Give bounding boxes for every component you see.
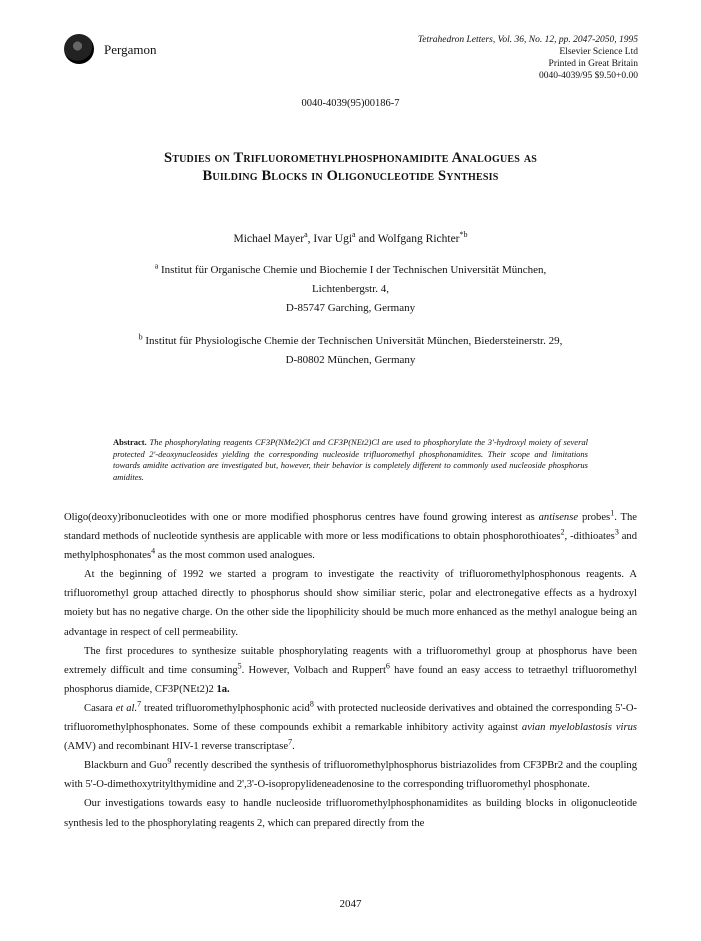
p1-text: probes xyxy=(578,512,611,523)
publisher-name: Pergamon xyxy=(104,42,157,57)
affiliation-b xyxy=(60,332,641,370)
page-number: 2047 xyxy=(339,898,362,910)
p5-text: recently described the synthesis of trifluoromethylphosphorus bistriazolides from CF3PBr2 and the coupling with 5'-O-dimethoxytritylthymidine and 2',3'-O-isopropylideneadenosine to the corresponding trifluoromethyl phosphonate. xyxy=(64,760,637,791)
printed-line: Printed in Great Britain xyxy=(548,59,638,69)
ref-marker: 5 xyxy=(237,661,242,671)
publisher-logo xyxy=(64,34,94,64)
p4-italic: et al. xyxy=(115,702,138,714)
p5-text: Blackburn and Guo xyxy=(84,760,168,772)
affiliation-b-line-2: D-80802 München, Germany xyxy=(285,354,416,366)
p4-text: with protected nucleoside derivatives and obtained the corresponding 5'-O-trifluoromethylphosphonates. Some of these compounds exhibit a remarkable inhibitory activity against xyxy=(64,702,637,734)
ref-marker: 6 xyxy=(385,661,390,671)
abstract xyxy=(113,437,588,483)
abstract-text: The phosphorylating reagents CF3P(NMe2)Cl and CF3P(NEt2)Cl are used to phosphorylate the 3'-hydroxyl moiety of several protected 2'-deoxynucleosides yielding the corresponding nucleoside trifluoromethyl phosphonamidites. Their scope and limitations towards amidite activation are investigated but, however, their behavior is completely different to commonly used nucleoside phosphorus amidites. xyxy=(113,437,588,482)
paragraph-1 xyxy=(64,508,637,565)
journal-info xyxy=(418,34,638,82)
p4-text: treated trifluoromethylphosphonic acid xyxy=(141,702,310,714)
affiliation-b-line-1 xyxy=(60,332,641,351)
body-text xyxy=(64,508,637,833)
p1-text: Oligo(deoxy)ribonucleotides with one or more modified phosphorus centres have found growing interest as xyxy=(64,512,539,523)
author-2-affil: a xyxy=(352,230,356,240)
paragraph-3 xyxy=(64,642,637,699)
journal-line: Tetrahedron Letters, Vol. 36, No. 12, pp. 2047-2050, 1995 xyxy=(417,35,638,45)
p4-italic: avian myeloblastosis virus xyxy=(521,722,638,734)
affiliation-a-line-3: D-85747 Garching, Germany xyxy=(285,302,416,314)
p1-text: . The standard methods of nucleotide synthesis are applicable with more or less modifications to obtain phosphorothioates xyxy=(64,512,637,543)
p4-text: Casara xyxy=(84,702,116,714)
p1-text: as the most common used analogues. xyxy=(155,550,315,562)
paragraph-6: Our investigations towards easy to handle nucleoside trifluoromethylphosphonamidites as building blocks in oligonucleotide synthesis led to the phosphorylating reagents 2, which can prepared directly from the xyxy=(64,798,637,829)
affiliation-a-text: Institut für Organische Chemie und Biochemie I der Technischen Universität München, xyxy=(158,264,547,276)
ref-marker: 4 xyxy=(151,546,156,556)
p1-italic: antisense xyxy=(538,512,579,523)
title-line-2: Building Blocks in Oligonucleotide Synthesis xyxy=(202,168,499,184)
affiliation-a xyxy=(60,261,641,318)
copyright-line: Elsevier Science Ltd xyxy=(559,47,638,57)
paragraph-5 xyxy=(64,756,637,794)
paragraph-2: At the beginning of 1992 we started a program to investigate the reactivity of trifluoromethylphosphonous reagents. A trifluoromethyl group attached directly to phosphorus should show similiar steric, polar and electronegative effects as a hydroxyl moiety but has no negative charge. On the other side the lipophilicity should be much more enhanced as the methyl analogue being an advantage in respect of cell permeability. xyxy=(64,569,637,638)
paper-title xyxy=(60,149,641,185)
p3-text: . However, Volbach and Ruppert xyxy=(241,664,386,676)
title-line-1: Studies on Trifluoromethylphosphonamidite Analogues as xyxy=(163,150,538,166)
author-3-affil: *b xyxy=(459,230,468,240)
author-3: and Wolfgang Richter xyxy=(355,233,460,245)
ref-marker: 9 xyxy=(167,756,172,766)
price-code: 0040-4039/95 $9.50+0.00 xyxy=(538,71,638,81)
author-2: , Ivar Ugi xyxy=(307,233,353,245)
p4-text: . xyxy=(292,741,295,753)
p3-text: have found an easy access to tetraethyl trifluoromethyl phosphorus diamide, CF3P(NEt2)2 xyxy=(64,664,637,695)
affiliation-a-marker: a xyxy=(154,261,159,271)
author-1-affil: a xyxy=(304,230,308,240)
ref-marker: 2 xyxy=(560,527,565,537)
p4-text: (AMV) and recombinant HIV-1 reverse transcriptase xyxy=(64,741,289,753)
abstract-label: Abstract. xyxy=(113,437,147,447)
ref-marker: 7 xyxy=(288,737,293,747)
paragraph-4 xyxy=(64,699,637,756)
affiliation-a-line-1 xyxy=(60,261,641,280)
ref-marker: 8 xyxy=(309,699,314,709)
doi: 0040-4039(95)00186-7 xyxy=(301,98,400,109)
p1-text: , -dithioates xyxy=(564,531,615,543)
affiliation-b-text: Institut für Physiologische Chemie der Technischen Universität München, Biedersteinerstr. 29, xyxy=(142,335,563,347)
p3-text: The first procedures to synthesize suitable phosphorylating reagents with a trifluoromethyl group at phosphorus have been extremely difficult and time consuming xyxy=(64,645,637,676)
author-1: Michael Mayer xyxy=(233,233,305,245)
compound-label: 1a. xyxy=(216,683,230,695)
p1-text: and methylphosphonates xyxy=(64,531,638,562)
affiliation-b-marker: b xyxy=(138,332,143,342)
affiliation-a-line-2: Lichtenbergstr. 4, xyxy=(311,283,390,295)
ref-marker: 3 xyxy=(614,527,619,537)
author-list xyxy=(0,230,701,245)
ref-marker: 7 xyxy=(137,699,142,709)
ref-marker: 1 xyxy=(610,508,615,518)
